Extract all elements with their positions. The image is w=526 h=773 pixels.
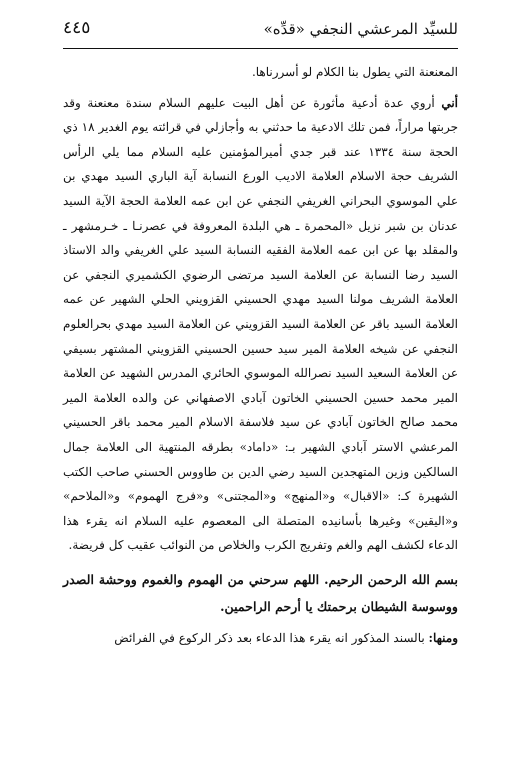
body-text [63, 60, 458, 650]
paragraph-chain-text: أروي عدة أدعية مأثورة عن أهل البيت عليهم السلام سندة معنعنة وقد جربتها مراراً، فمن تلك الادعية ما حدثني به وأجازلي في قرائته يوم الغدير ١٨ ذي الحجة سنة ١٣٣٤ عند قبر جدي أميرالمؤمنين عليه السلام مما يلي الرأس الشريف حجة الاسلام العلامة الاديب الورع النسابة آية الباري السيد مهدي بن علي الموسوي البحراني الغريفي النجفي عن ابن عمه العلامة الحجة الآية السيد عدنان بن شبر نزيل «المحمرة ـ هي البلدة المعروفة في عصرنـا ـ خـرمشهر ـ والمقلد بها عن ابن عمه العلامة الفقيه النسابة السيد علي الغريفي والد الاستاذ السيد رضا النسابة عن العلامة السيد مرتضى الرضوي الكشميري النجفي عن العلامة الشريف مولنا السيد مهدي الحسيني القزويني الحلي الشهير عن عمه العلامة السيد باقر عن العلامة السيد القزويني عن العلامة السيد مهدي بحرالعلوم النجفي عن شيخه العلامة المير سيد حسين الحسيني القزويني المشتهر بسيفي عن العلامة السعيد السيد نصرالله الموسوي الحائري المدرس الشهيد عن العلامة المير محمد حسين الحسيني الخاتون آبادي الاصفهاني عن والده العلامة المير محمد صالح الخاتون آبادي عن سيد فلاسفة الاسلام المير محمد باقر الحسيني المرعشي الاستر آبادي الشهير بـ: «داماد» بطرقه المنتهية الى العلامة جمال السالكين وزين المتهجدين السيد رضي الدين بن طاووس الحسني صاحب الكتب الشهيرة كـ: «الاقبال» و«المنهج» و«المجتنى» و«فرج الهموم» و«الملاحم» و«اليقين» وغيرها بأسانيده المتصلة الى المعصوم عليه السلام انه يقرء هذا الدعاء لكشف الهم والغم وتفريج الكرب والخلاص من النوائب عقيب كل فريضة. [63, 95, 459, 553]
running-header [63, 10, 458, 50]
paragraph-chain-of-narration [63, 91, 458, 558]
paragraph-next-entry [63, 626, 458, 651]
paragraph-lead-word: أني [441, 95, 458, 110]
header-title: للسيِّد المرعشي النجفي «قدِّه» [263, 20, 458, 38]
paragraph-intro: المعنعنة التي يطول بنا الكلام لو أسررناها. [251, 65, 458, 79]
paragraph-next-lead: ومنها: [428, 630, 458, 645]
header-divider [63, 48, 458, 49]
paragraph-next-text: بالسند المذكور انه يقرء هذا الدعاء بعد ذكر الركوع في الفرائض [114, 630, 425, 645]
page-number: ٤٤٥ [63, 18, 91, 38]
paragraph-supplication: بسم الله الرحمن الرحيم. اللهم سرحني من الهموم والغموم ووحشة الصدر ووسوسة الشيطان برحمتك يا أرحم الراحمين. [63, 571, 458, 614]
